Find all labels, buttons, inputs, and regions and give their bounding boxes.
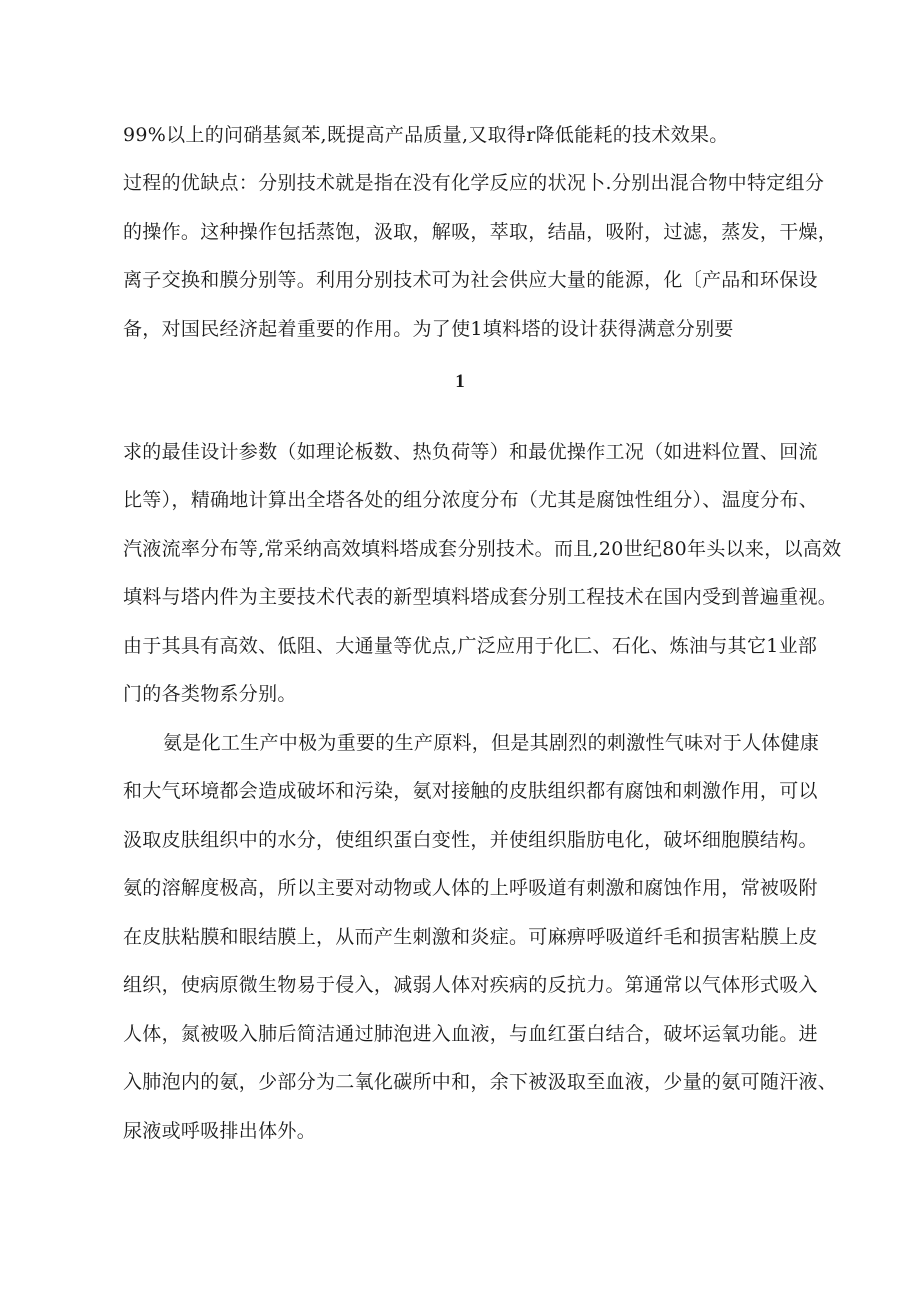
text-line: 和大气环境都会造成破坏和污染，氨对接触的皮肤组织都有腐蚀和刺激作用，可以	[123, 780, 818, 802]
text-line: 在皮肤粘膜和眼结膜上，从而产生刺激和炎症。可麻痹呼吸道纤毛和损害粘膜上皮	[123, 926, 818, 948]
text-line: 人体，氮被吸入肺后简洁通过肺泡进入血液，与血红蛋白结合，破坏运氧功能。进	[123, 1023, 818, 1045]
text-line: 备，对国民经济起着重要的作用。为了使1填料塔的设计获得满意分别要	[123, 318, 734, 340]
text-line: 尿液或呼吸排出体外。	[123, 1120, 317, 1142]
text-line: 99%以上的问硝基氮苯,既提高产品质量,又取得r降低能耗的技术效果。	[123, 124, 729, 146]
text-line: 由于其具有高效、低阻、大通量等优点,广泛应用于化匚、石化、炼油与其它1业部	[123, 635, 818, 657]
text-line: 填料与塔内件为主要技术代表的新型填料塔成套分别工程技术在国内受到普遍重视。	[123, 586, 838, 608]
text-line: 汲取皮肤组织中的水分，使组织蛋白变性，并使组织脂肪电化，破坏细胞膜结构。	[123, 829, 818, 851]
text-line: 的操作。这种操作包括蒸饱，汲取，解吸，萃取，结晶，吸附，过滤，蒸发，干燥，	[123, 221, 838, 243]
text-line: 求的最佳设计参数（如理论板数、热负荷等）和最优操作工况（如进料位置、回流	[123, 441, 818, 463]
text-line: 氨的溶解度极高，所以主要对动物或人体的上呼吸道有刺激和腐蚀作用，常被吸附	[123, 877, 818, 899]
text-line: 组织，使病原微生物易于侵入，减弱人体对疾病的反抗力。第通常以气体形式吸入	[123, 974, 818, 996]
paragraph-first-line: 氨是化工生产中极为重要的生产原料，但是其剧烈的刺激性气味对于人体健康	[163, 732, 820, 754]
text-line: 离子交换和膜分别等。利用分别技术可为社会供应大量的能源，化〔产品和环保设	[123, 269, 818, 291]
text-line: 过程的优缺点：分别技术就是指在没有化学反应的状况卜.分别出混合物中特定组分	[123, 172, 825, 194]
text-line: 比等），精确地计算出全塔各处的组分浓度分布（尤其是腐蚀性组分）、温度分布、	[123, 489, 819, 511]
text-line: 门的各类物系分别。	[123, 683, 297, 705]
text-line: 入肺泡内的氨，少部分为二氧化碳所中和，余下被汲取至血液，少量的氨可随汗液、	[123, 1071, 838, 1093]
text-line: 汽液流率分布等,常采纳高效填料塔成套分别技术。而且,20世纪80年头以来，以高效	[123, 538, 842, 560]
page-number: 1	[455, 371, 465, 392]
